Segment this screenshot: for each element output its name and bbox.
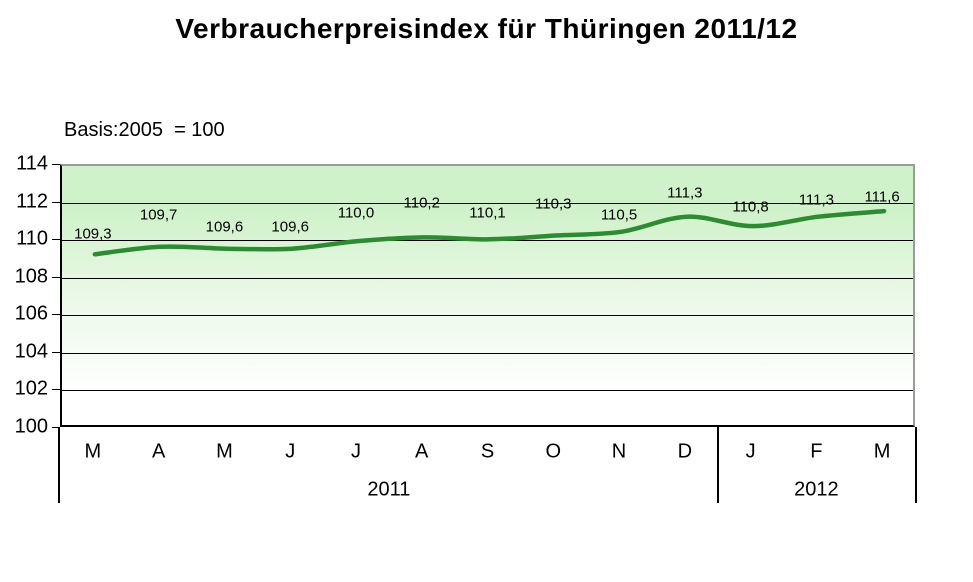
y-tick-label-104: 104 (14, 340, 48, 363)
month-label-9: D (677, 440, 693, 463)
y-tick-label-106: 106 (14, 302, 48, 325)
data-label-8: 110,5 (600, 206, 638, 224)
month-label-11: F (810, 440, 823, 463)
x-axis-divider-1 (717, 427, 719, 503)
data-label-3: 109,6 (271, 218, 309, 236)
year-label-2011: 2011 (367, 478, 411, 501)
y-tick-mark (52, 202, 60, 203)
y-tick-mark (52, 389, 60, 390)
data-label-5: 110,2 (403, 194, 440, 212)
data-label-4: 110,0 (337, 204, 375, 222)
y-tick-label-114: 114 (16, 152, 48, 175)
data-label-0: 109,3 (74, 225, 112, 243)
data-label-7: 110,3 (535, 195, 572, 212)
month-label-1: A (151, 440, 166, 463)
chart-title: Verbraucherpreisindex für Thüringen 2011/12 (175, 13, 798, 44)
y-tick-label-100: 100 (14, 415, 48, 438)
y-tick-label-110: 110 (16, 227, 48, 250)
basis-label: Basis:2005 = 100 (64, 119, 225, 141)
data-label-1: 109,7 (139, 206, 178, 224)
data-label-9: 111,3 (667, 184, 703, 202)
month-label-5: A (415, 440, 429, 463)
data-label-2: 109,6 (205, 218, 244, 236)
month-label-12: M (873, 440, 891, 463)
month-label-3: J (285, 440, 296, 463)
y-tick-mark (52, 164, 60, 165)
month-label-8: N (611, 440, 627, 463)
month-label-4: J (350, 440, 361, 463)
data-label-11: 111,3 (798, 191, 834, 209)
year-label-2012: 2012 (794, 478, 839, 501)
x-axis-divider-2 (915, 427, 917, 503)
month-label-10: J (745, 440, 756, 463)
y-tick-mark (52, 352, 60, 353)
data-label-10: 110,8 (732, 198, 769, 216)
data-label-6: 110,1 (469, 204, 506, 222)
month-label-0: M (84, 440, 102, 463)
y-tick-mark (52, 277, 60, 278)
y-tick-mark (52, 239, 60, 240)
data-label-12: 111,6 (864, 188, 900, 206)
y-tick-label-108: 108 (14, 265, 48, 288)
x-axis-divider-0 (58, 427, 60, 503)
month-label-2: M (216, 440, 233, 463)
y-tick-mark (52, 314, 60, 315)
y-tick-label-102: 102 (14, 377, 48, 400)
y-tick-label-112: 112 (16, 190, 48, 213)
plot-area (60, 164, 915, 427)
month-label-6: S (480, 440, 495, 463)
month-label-7: O (545, 440, 562, 463)
